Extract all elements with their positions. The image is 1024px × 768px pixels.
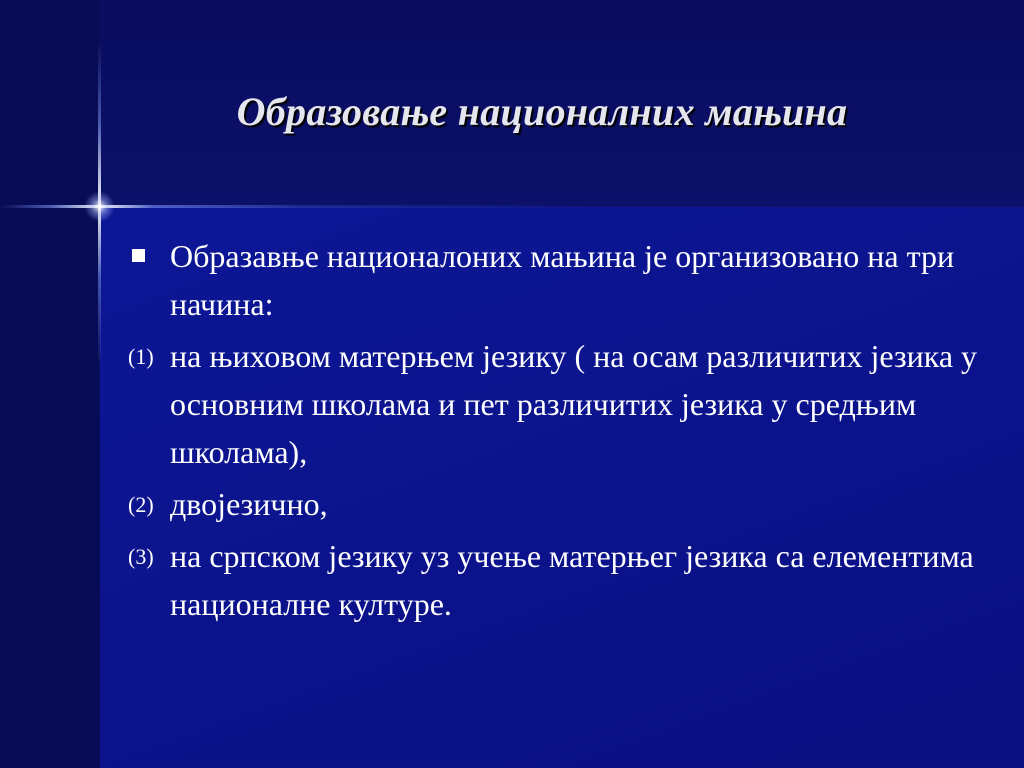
sparkle-star-icon: [84, 191, 115, 222]
numbered-item-1: [128, 332, 988, 476]
numbered-item-text: двојезично,: [170, 486, 328, 522]
sparkle-horizontal-line: [0, 205, 1024, 208]
numbered-item-marker: (2): [128, 492, 154, 517]
square-bullet-icon: [132, 249, 145, 262]
numbered-item-3: [128, 532, 988, 628]
numbered-item-marker: (1): [128, 344, 154, 369]
bullet-item-text: Образавње националоних мањина је организовано на три начина:: [170, 238, 955, 322]
numbered-item-2: [128, 480, 988, 528]
numbered-item-marker: (3): [128, 544, 154, 569]
left-band: [0, 0, 100, 768]
numbered-item-text: на српском језику уз учење матерњег језика са елементима националне културе.: [170, 538, 974, 622]
bullet-item: [128, 232, 988, 328]
slide-body: [128, 232, 988, 632]
slide-title: Образовање националних мањина: [236, 89, 848, 134]
numbered-item-text: на њиховом матерњем језику ( на осам различитих језика у основним школама и пет различитих језика у средњим школама),: [170, 338, 978, 470]
